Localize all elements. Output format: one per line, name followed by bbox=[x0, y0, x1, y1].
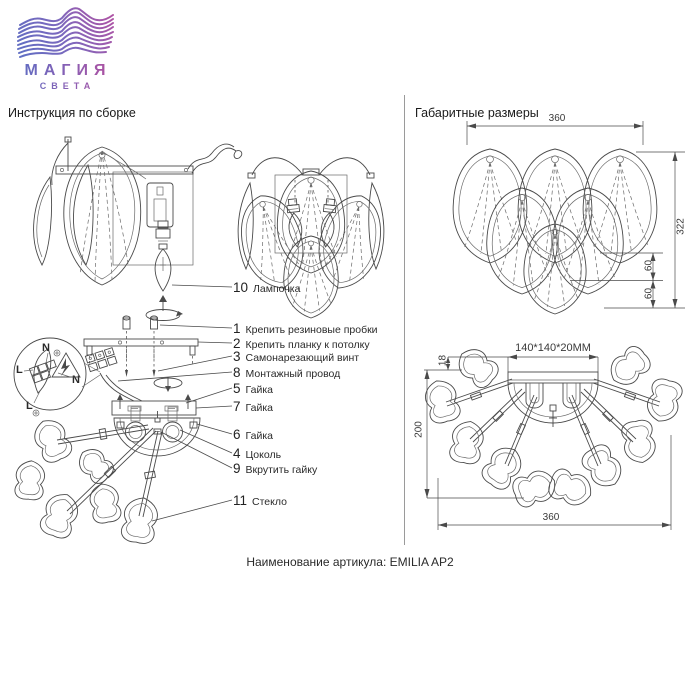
dim-top-offset: 18 bbox=[437, 354, 449, 367]
brand-subname: СВЕТА bbox=[13, 81, 117, 91]
leader-4 bbox=[180, 430, 232, 453]
wire-label-n-top: N bbox=[42, 342, 50, 354]
drawing-wall-mount bbox=[34, 137, 242, 321]
brand-logo bbox=[14, 6, 118, 62]
part-label-3: 3 Самонарезающий винт bbox=[233, 349, 360, 364]
part-label-1: 1 Крепить резиновые пробки bbox=[233, 321, 378, 336]
leader-3 bbox=[158, 356, 232, 371]
leader-6 bbox=[197, 424, 232, 434]
part-label-7: 7 Гайка bbox=[233, 399, 273, 414]
right-section-title: Габаритные размеры bbox=[415, 106, 539, 120]
dim-front-height: 322 bbox=[675, 218, 687, 235]
leader-10 bbox=[172, 285, 232, 287]
part-label-9: 9 Вкрутить гайку bbox=[233, 461, 318, 476]
left-section-title: Инструкция по сборке bbox=[8, 106, 136, 120]
part-label-11: 11 Стекло bbox=[233, 493, 287, 508]
part-label-4: 4 Цоколь bbox=[233, 446, 282, 461]
wire-label-l-bottom: L bbox=[26, 400, 33, 412]
part-label-5: 5 Гайка bbox=[233, 381, 273, 396]
part-label-2: 2 Крепить планку к потолку bbox=[233, 336, 370, 351]
part-label-6: 6 Гайка bbox=[233, 427, 273, 442]
leader-1 bbox=[160, 325, 232, 328]
leader-8 bbox=[118, 372, 232, 381]
part-label-8: 8 Монтажный провод bbox=[233, 365, 341, 380]
leader-2 bbox=[198, 342, 232, 343]
wire-label-n-right: N bbox=[72, 374, 80, 386]
drawing-top-dimensions bbox=[422, 343, 684, 530]
dim-front-segment-upper: 60 bbox=[643, 259, 655, 272]
article-name: Наименование артикула: EMILIA AP2 bbox=[246, 555, 454, 569]
leader-7 bbox=[196, 406, 232, 408]
wire-label-l-left: L bbox=[16, 364, 23, 376]
dim-front-segment-lower: 60 bbox=[643, 287, 655, 300]
wave-logo-icon bbox=[14, 6, 118, 62]
leader-11 bbox=[152, 500, 232, 521]
part-label-10: 10 Лампочка bbox=[233, 280, 301, 295]
dim-top-depth: 200 bbox=[413, 421, 425, 438]
drawing-exploded-view bbox=[14, 316, 232, 545]
leader-5 bbox=[186, 388, 232, 403]
dim-top-width: 360 bbox=[542, 512, 560, 523]
dim-front-width: 360 bbox=[548, 113, 566, 124]
dimension-drawings bbox=[404, 115, 700, 545]
brand-name: МАГИЯ bbox=[13, 62, 117, 80]
dim-plate-size: 140*140*20MM bbox=[515, 342, 591, 354]
